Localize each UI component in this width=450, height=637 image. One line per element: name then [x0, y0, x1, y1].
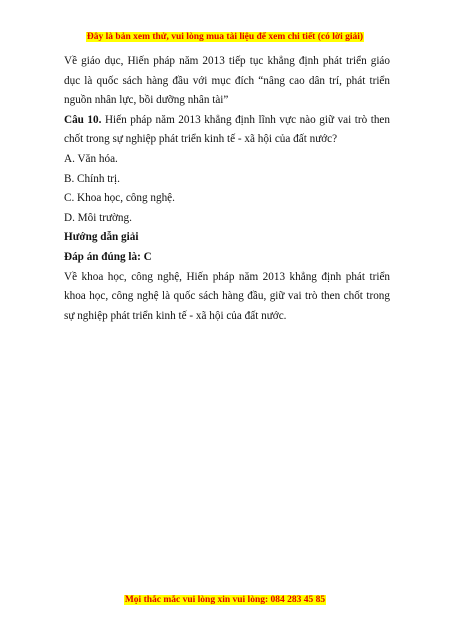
intro-paragraph: Về giáo dục, Hiến pháp năm 2013 tiếp tục khẳng định phát triển giáo dục là quốc sách hàng đầu với mục đích “nâng cao dân trí, phát triển nguồn nhân lực, bồi dưỡng nhân tài”: [64, 55, 390, 107]
solution-heading: Hướng dẫn giải: [64, 231, 139, 244]
question-10: [64, 111, 390, 150]
contact-banner: [0, 589, 450, 607]
option-b: B. Chính trị.: [64, 172, 120, 185]
preview-notice-banner: [0, 26, 450, 44]
option-d: D. Môi trường.: [64, 211, 132, 224]
option-c: C. Khoa học, công nghệ.: [64, 192, 175, 205]
contact-text: Mọi thắc mắc vui lòng xin vui lòng: 084 283 45 85: [124, 595, 326, 605]
question-text: Hiến pháp năm 2013 khẳng định lĩnh vực nào giữ vai trò then chốt trong sự nghiệp phát triển kinh tế - xã hội của đất nước?: [64, 113, 390, 146]
correct-answer: Đáp án đúng là: C: [64, 250, 152, 263]
question-label: Câu 10.: [64, 113, 102, 126]
document-body: [64, 52, 390, 326]
solution-explanation: Về khoa học, công nghệ, Hiến pháp năm 2013 khẳng định phát triển khoa học, công nghệ là quốc sách hàng đầu, giữ vai trò then chốt trong sự nghiệp phát triển kinh tế - xã hội của đất nước.: [64, 270, 390, 322]
option-a: A. Văn hóa.: [64, 152, 118, 165]
preview-notice-text: Đây là bản xem thử, vui lòng mua tài liệu để xem chi tiết (có lời giải): [86, 32, 364, 42]
